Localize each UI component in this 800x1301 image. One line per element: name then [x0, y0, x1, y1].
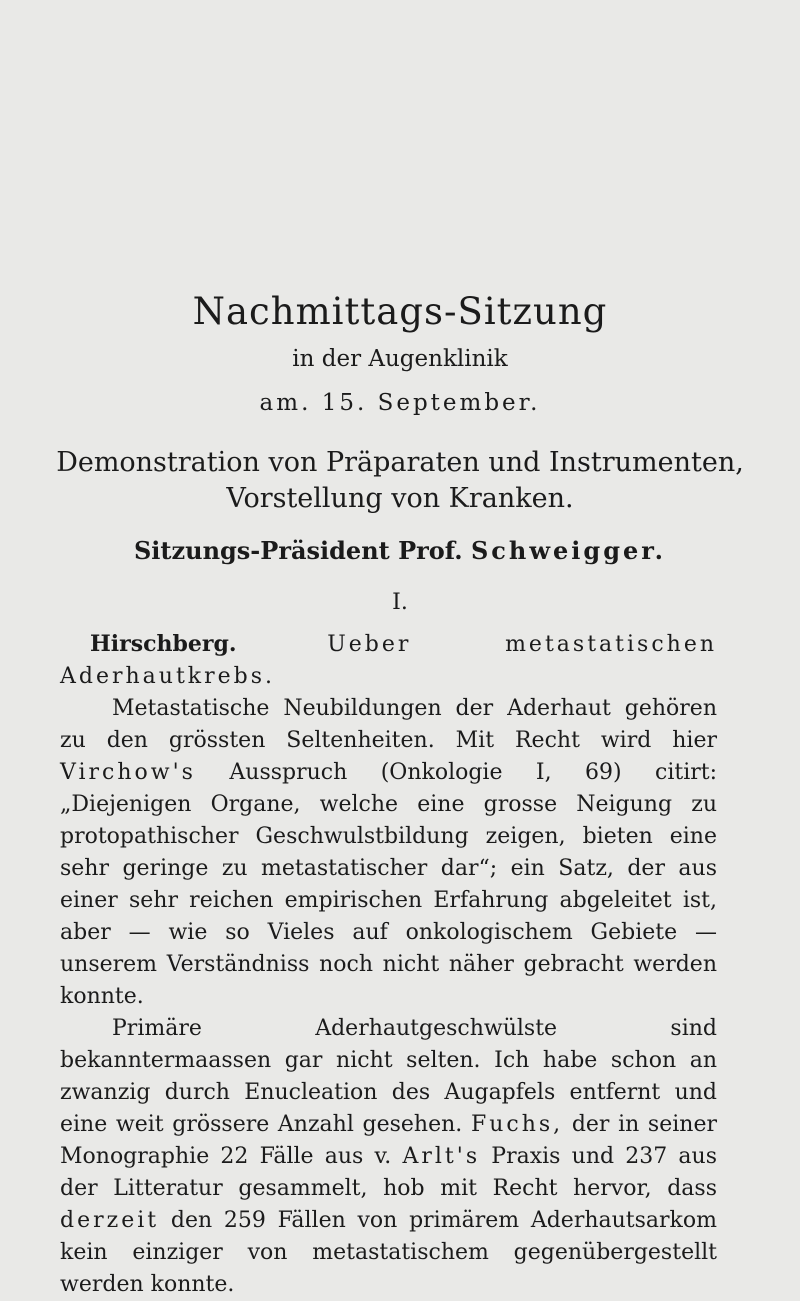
paragraph-1	[60, 693, 717, 1013]
session-president	[0, 536, 800, 565]
president-name: Schweigger.	[470, 536, 667, 565]
name-virchow: Virchow's	[60, 760, 196, 785]
paragraph-1-text-b: Ausspruch (Onkologie I, 69) citirt: „Diejenigen Organe, welche eine grosse Neigung zu protopathischer Geschwulstbildung zeigen, bieten eine sehr geringe zu metastatischer dar“; ein Satz, der aus einer sehr reichen empirischen Erfahrung abgeleitet ist, aber — wie so Vieles auf onkologischem Gebiete — unserem Verständniss noch nicht näher gebracht werden konnte.	[60, 760, 717, 1009]
name-fuchs: Fuchs,	[470, 1112, 564, 1137]
session-agenda	[0, 445, 800, 517]
paragraph-2-text-c: Praxis und 237 aus der Litteratur gesammelt, hob mit Recht hervor, dass	[60, 1144, 717, 1201]
name-arlt: Arlt's	[402, 1144, 481, 1169]
paragraph-2-text-a: Primäre Aderhautgeschwülste sind bekanntermaassen gar nicht selten. Ich habe schon an zwanzig durch Enucleation des Augapfels entfernt und eine weit grössere Anzahl gesehen.	[60, 1016, 717, 1137]
agenda-line-1: Demonstration von Präparaten und Instrumenten,	[56, 447, 744, 478]
emphasis-derzeit: derzeit	[60, 1208, 160, 1233]
section-heading	[60, 628, 717, 693]
paragraph-2	[60, 1013, 717, 1301]
agenda-line-2: Vorstellung von Kranken.	[226, 483, 574, 514]
paragraph-1-text-a: Metastatische Neubildungen der Aderhaut gehören zu den grössten Seltenheiten. Mit Recht wird hier	[60, 696, 717, 753]
session-location: in der Augenklinik	[292, 346, 508, 372]
article-body	[60, 628, 717, 1301]
president-label: Sitzungs-Präsident Prof.	[133, 536, 463, 565]
section-number: I.	[392, 590, 408, 615]
session-title: Nachmittags-Sitzung	[192, 290, 608, 333]
lecture-topic: Ueber metastatischen Aderhautkrebs.	[60, 632, 718, 689]
paragraph-2-text-b: der in seiner Monographie 22 Fälle aus v.	[60, 1112, 717, 1169]
paragraph-2-text-d: den 259 Fällen von primärem Aderhautsarkom kein einziger von metastatischem gegenübergestellt werden konnte.	[60, 1208, 717, 1297]
author-name: Hirschberg.	[90, 631, 237, 657]
session-date: am. 15. September.	[259, 390, 541, 416]
